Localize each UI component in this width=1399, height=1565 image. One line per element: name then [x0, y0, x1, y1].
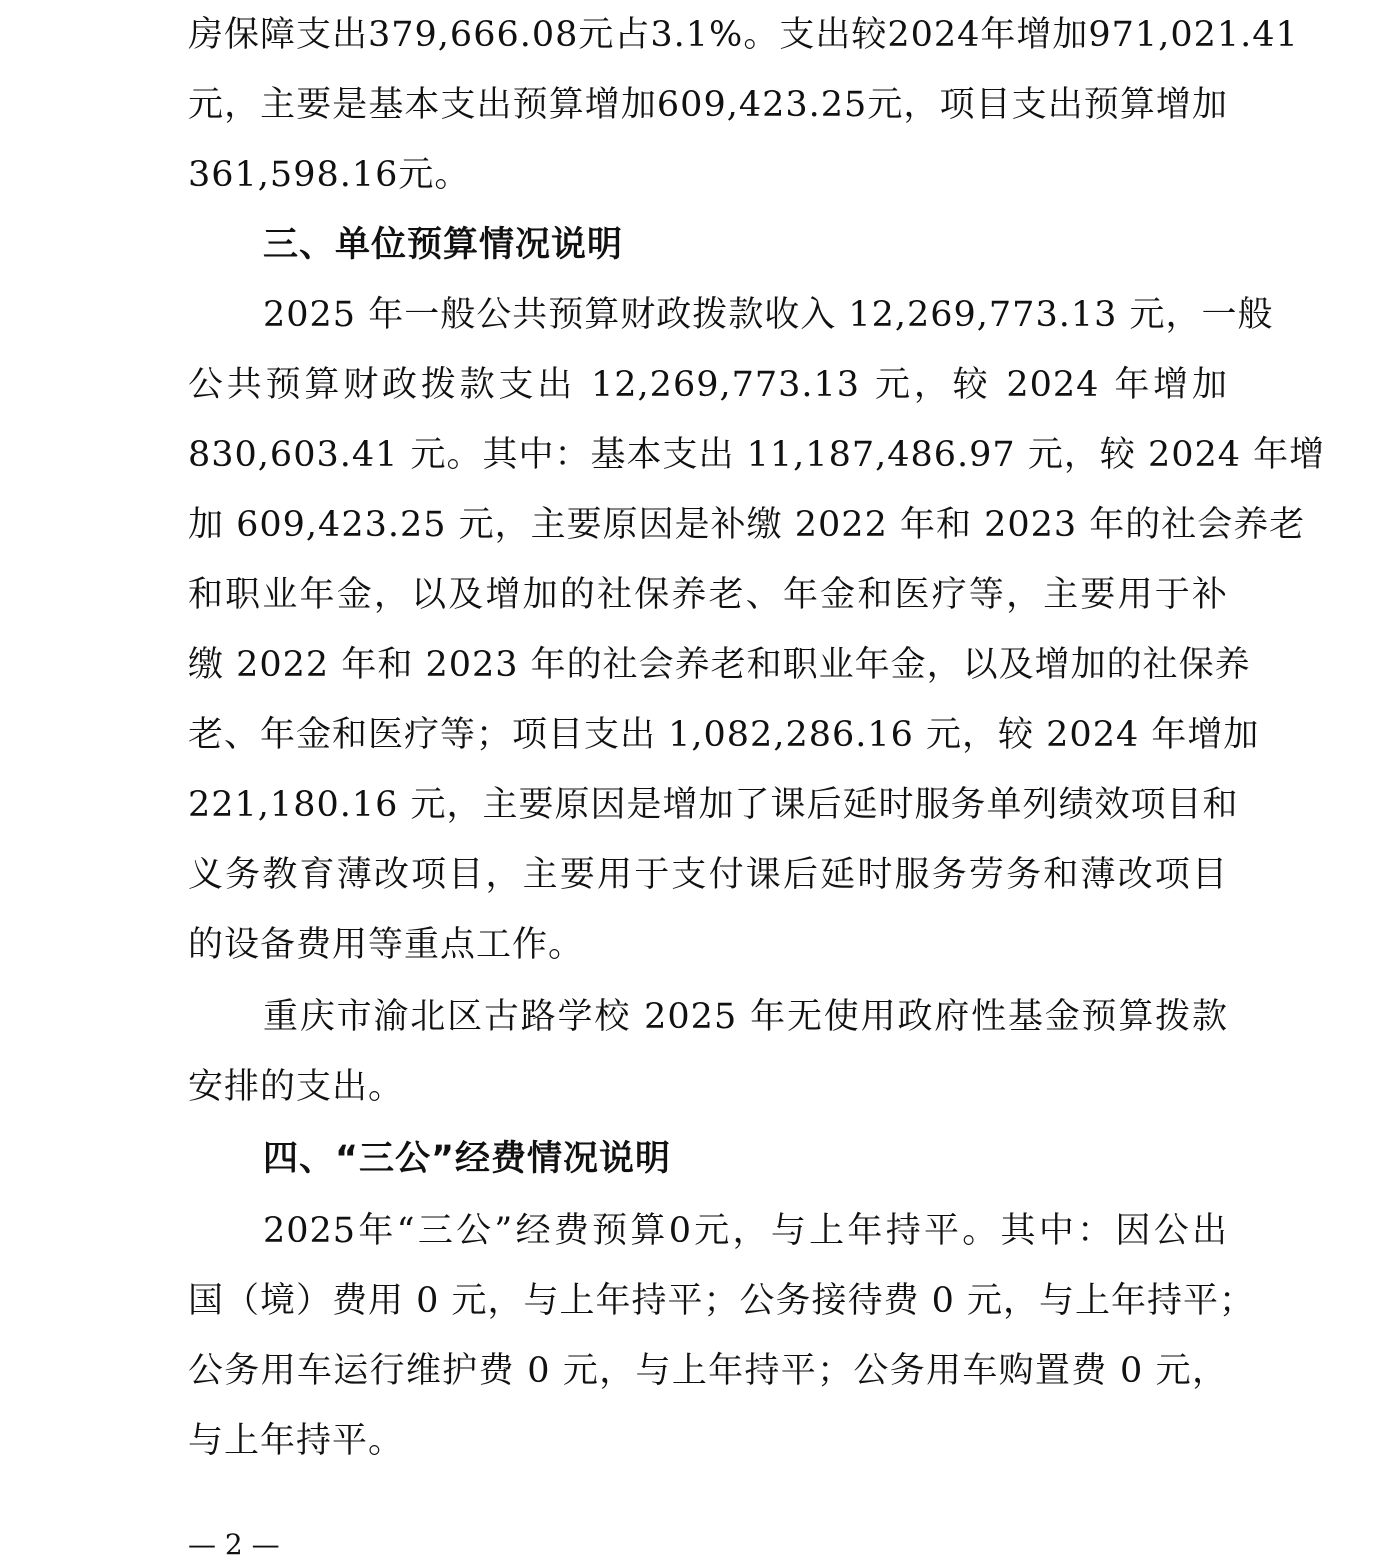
- body-text-line: 义务教育薄改项目，主要用于支付课后延时服务劳务和薄改项目: [188, 855, 1228, 895]
- body-text-line: 加 609,423.25 元，主要原因是补缴 2022 年和 2023 年的社会养老: [188, 505, 1306, 545]
- body-text-line: 元，主要是基本支出预算增加609,423.25元，项目支出预算增加: [188, 85, 1228, 125]
- section-heading-4: 四、“三公”经费情况说明: [263, 1139, 672, 1179]
- body-text-line: 安排的支出。: [188, 1067, 405, 1107]
- body-text-line: 2025 年一般公共预算财政拨款收入 12,269,773.13 元，一般: [263, 295, 1274, 335]
- body-text-line: 老、年金和医疗等；项目支出 1,082,286.16 元，较 2024 年增加: [188, 715, 1260, 755]
- page-number: — 2 —: [188, 1528, 280, 1561]
- body-text-line: 和职业年金，以及增加的社保养老、年金和医疗等，主要用于补: [188, 575, 1228, 615]
- body-text-line: 与上年持平。: [188, 1421, 405, 1461]
- body-text-line: 的设备费用等重点工作。: [188, 925, 585, 965]
- body-text-line: 缴 2022 年和 2023 年的社会养老和职业年金，以及增加的社保养: [188, 645, 1251, 685]
- body-text-line: 公务用车运行维护费 0 元，与上年持平；公务用车购置费 0 元，: [188, 1351, 1228, 1391]
- body-text-line: 830,603.41 元。其中：基本支出 11,187,486.97 元，较 2024 年增: [188, 435, 1326, 475]
- body-text-line: 房保障支出379,666.08元占3.1%。支出较2024年增加971,021.41: [188, 15, 1299, 55]
- body-text-line: 221,180.16 元，主要原因是增加了课后延时服务单列绩效项目和: [188, 785, 1239, 825]
- body-text-line: 国（境）费用 0 元，与上年持平；公务接待费 0 元，与上年持平；: [188, 1281, 1256, 1321]
- body-text-line: 2025年“三公”经费预算0元，与上年持平。其中：因公出: [263, 1211, 1228, 1251]
- section-heading-3: 三、单位预算情况说明: [263, 225, 624, 265]
- body-text-line: 361,598.16元。: [188, 155, 471, 195]
- body-text-line: 重庆市渝北区古路学校 2025 年无使用政府性基金预算拨款: [263, 997, 1228, 1037]
- body-text-line: 公共预算财政拨款支出 12,269,773.13 元，较 2024 年增加: [188, 365, 1228, 405]
